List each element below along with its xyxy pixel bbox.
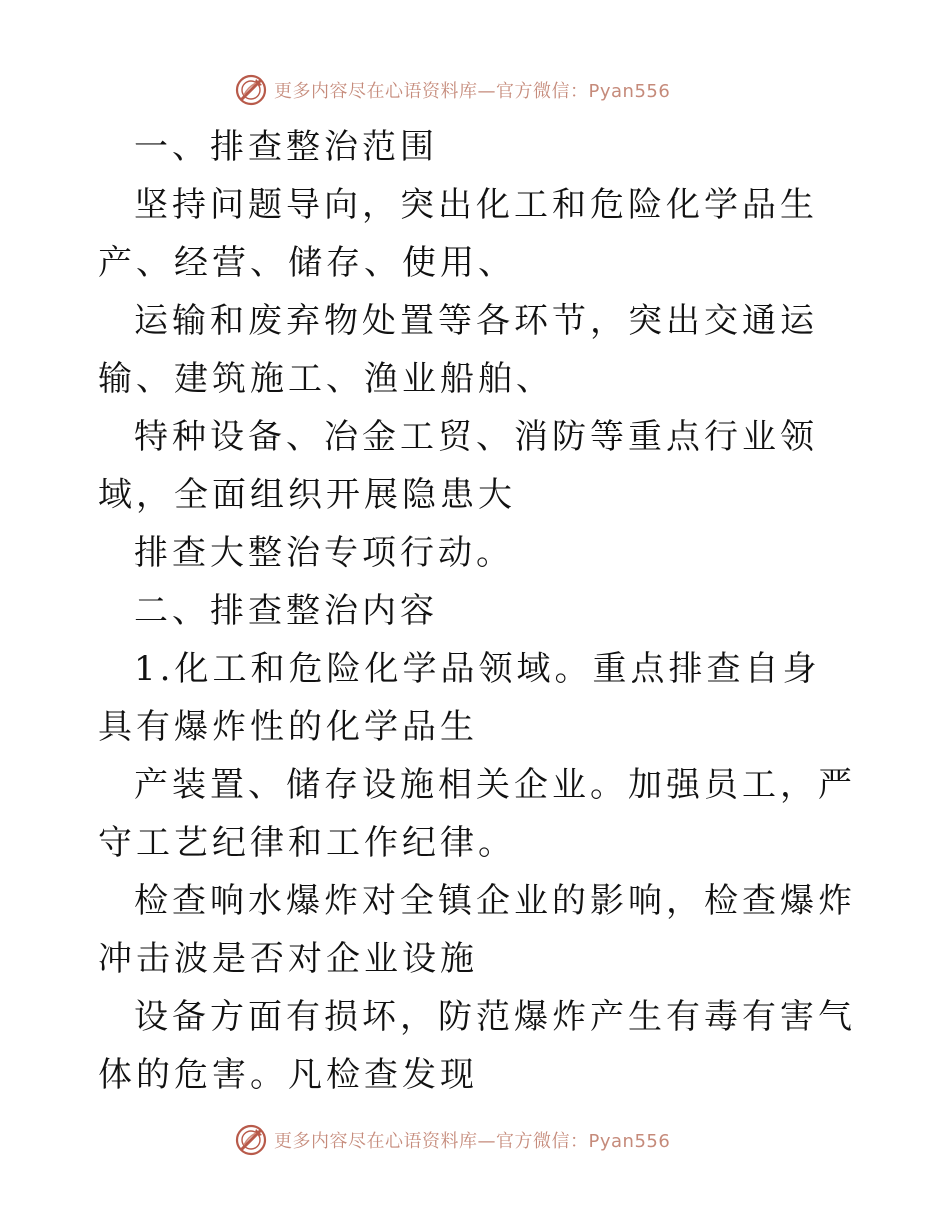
section-heading-scope: 一、排查整治范围 bbox=[134, 127, 438, 167]
footer-watermark bbox=[234, 1120, 670, 1160]
paragraph: 特种设备、冶金工贸、消防等重点行业领域，全面组织开展隐患大 bbox=[98, 417, 818, 515]
paragraph: 1.化工和危险化学品领域。重点排查自身具有爆炸性的化学品生 bbox=[98, 649, 821, 747]
section-heading-content: 二、排查整治内容 bbox=[134, 591, 438, 631]
paragraph: 检查响水爆炸对全镇企业的影响，检查爆炸冲击波是否对企业设施 bbox=[98, 881, 856, 979]
seal-logo-icon bbox=[234, 1123, 268, 1157]
paragraph: 运输和废弃物处置等各环节，突出交通运输、建筑施工、渔业船舶、 bbox=[98, 301, 818, 399]
seal-logo-icon bbox=[234, 73, 268, 107]
paragraph: 设备方面有损坏，防范爆炸产生有毒有害气体的危害。凡检查发现 bbox=[98, 997, 856, 1095]
header-watermark-text: 更多内容尽在心语资料库—官方微信：Pyan556 bbox=[274, 81, 671, 102]
paragraph: 排查大整治专项行动。 bbox=[134, 533, 514, 573]
paragraph: 产装置、储存设施相关企业。加强员工，严守工艺纪律和工作纪律。 bbox=[98, 765, 856, 863]
document-body bbox=[98, 118, 858, 1104]
header-watermark bbox=[234, 70, 670, 110]
footer-watermark-text: 更多内容尽在心语资料库—官方微信：Pyan556 bbox=[274, 1131, 671, 1152]
paragraph: 坚持问题导向，突出化工和危险化学品生产、经营、储存、使用、 bbox=[98, 185, 818, 283]
